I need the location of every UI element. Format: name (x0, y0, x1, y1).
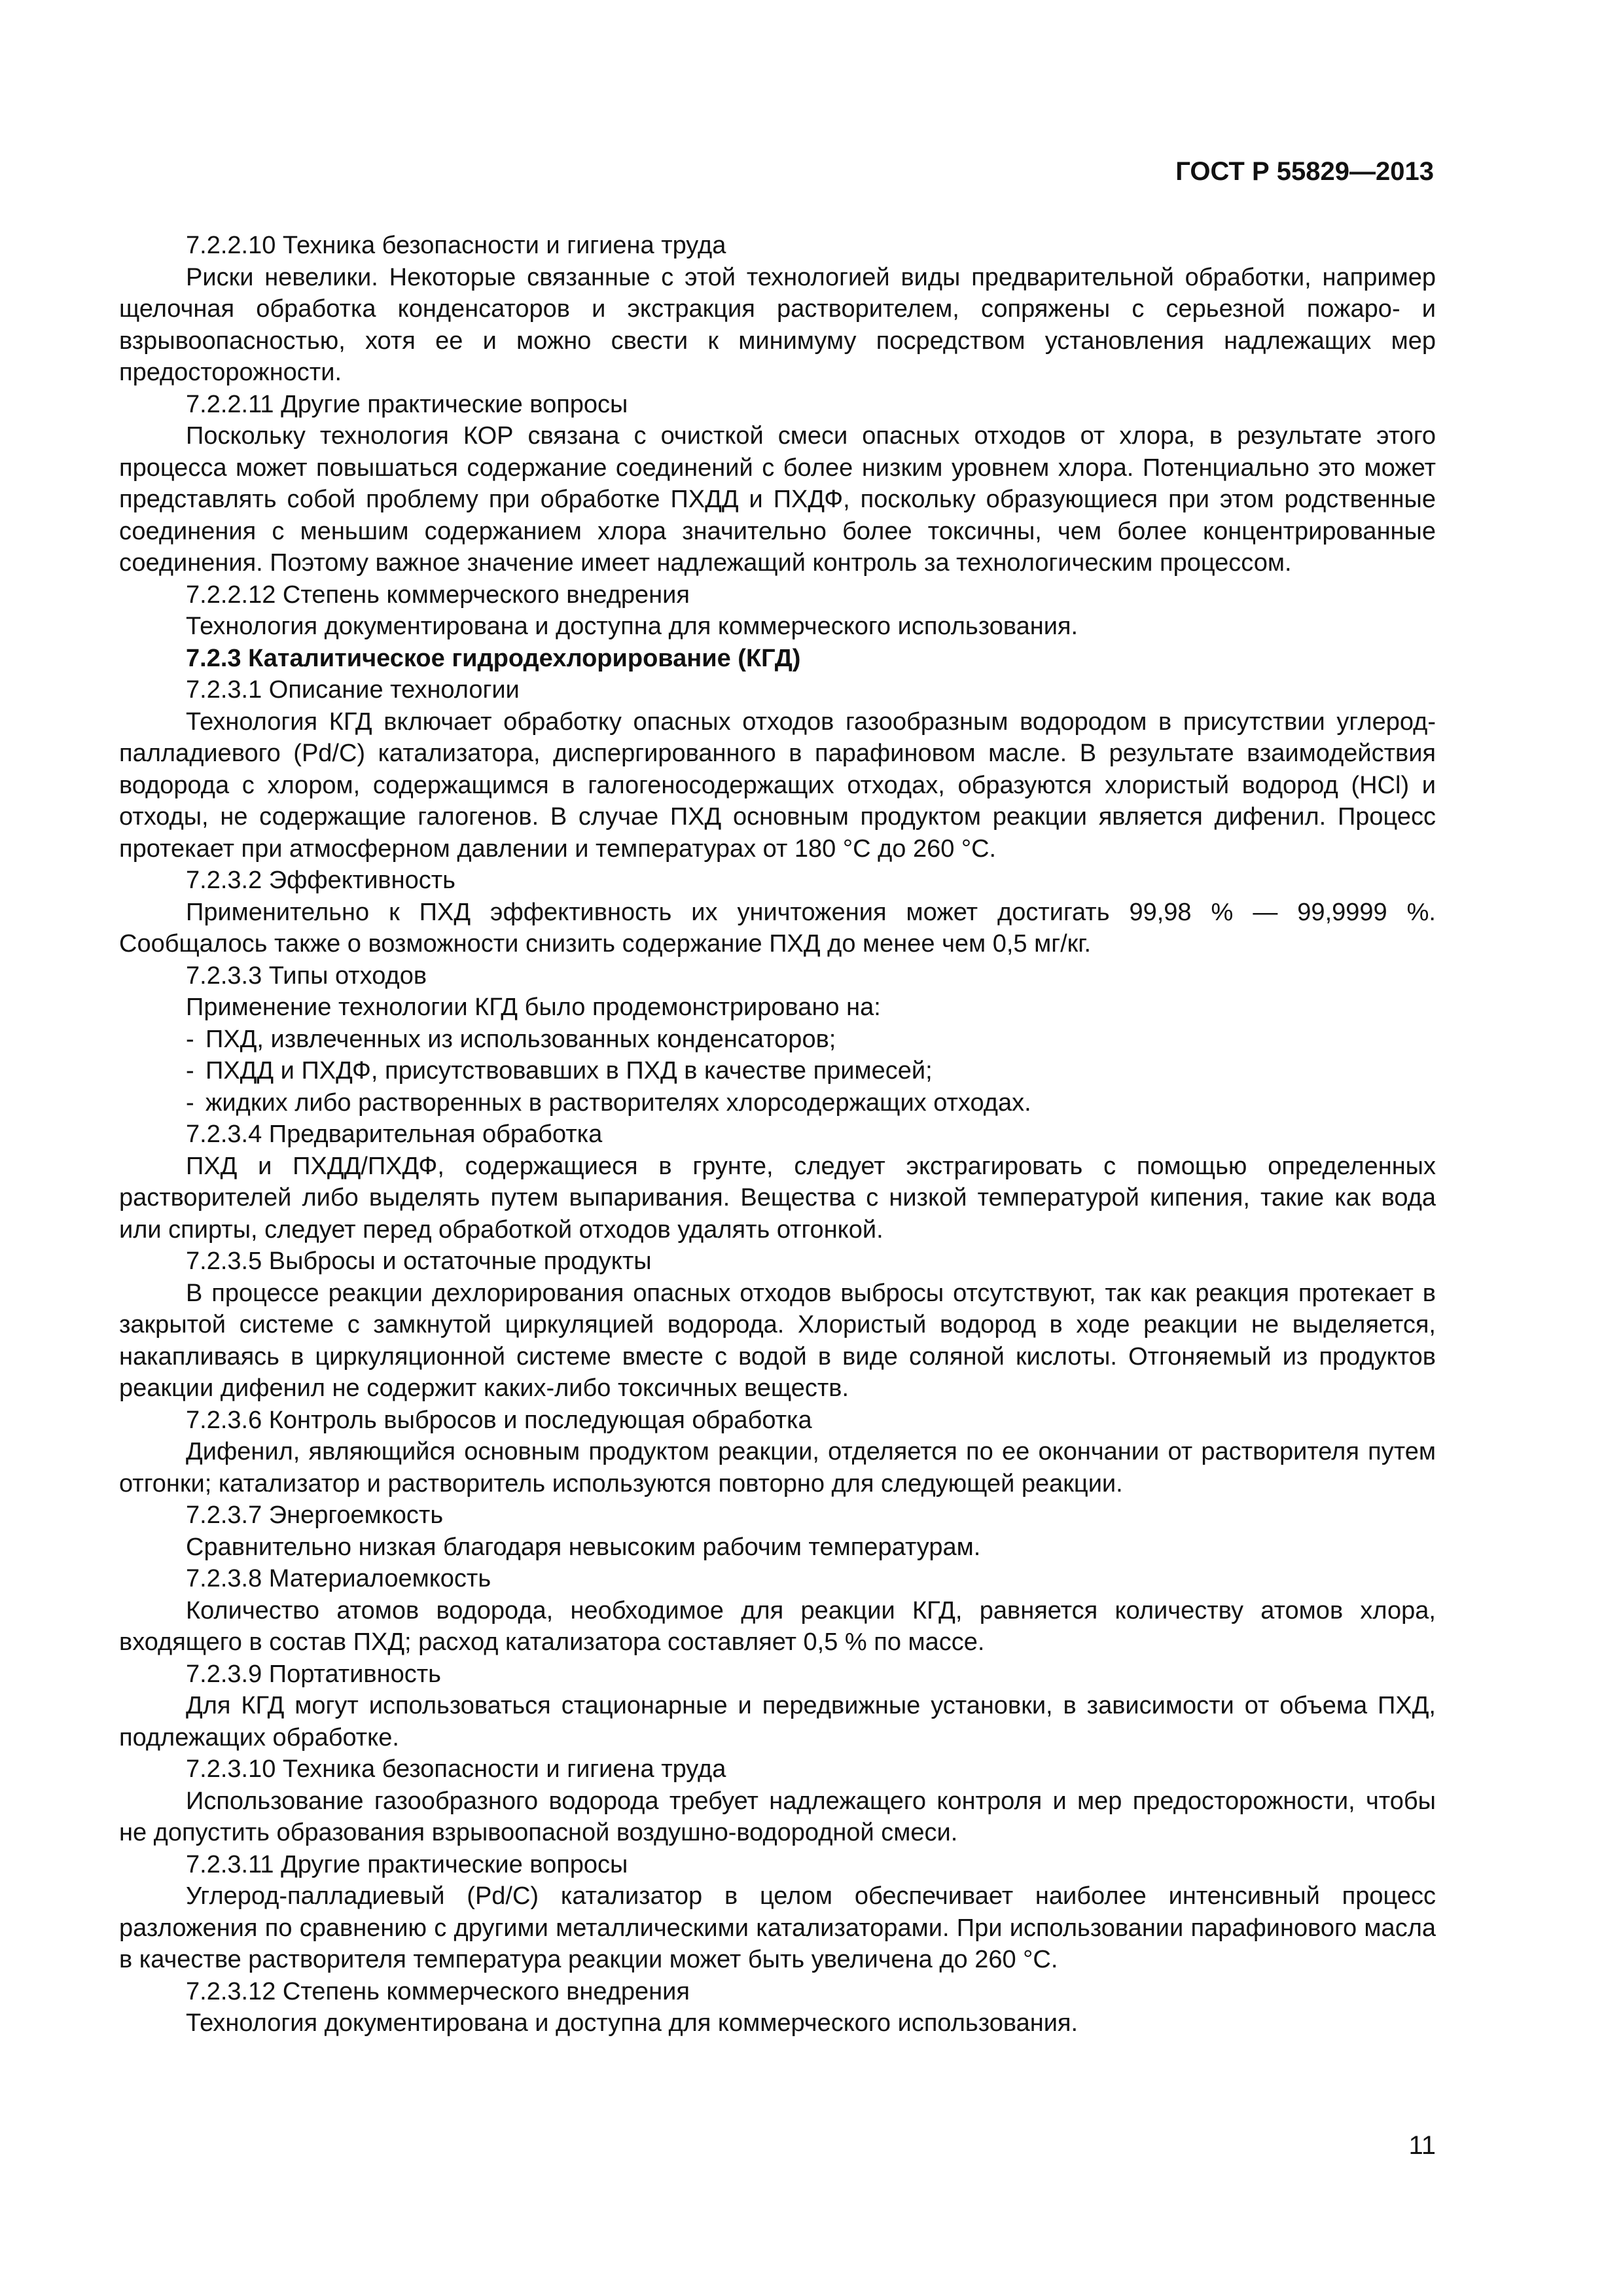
paragraph: Технология документирована и доступна для коммерческого использования. (186, 2009, 1079, 2037)
document-header: ГОСТ Р 55829—2013 (1175, 157, 1434, 186)
section-heading: 7.2.3.10 Техника безопасности и гигиена труда (186, 1755, 726, 1783)
paragraph: Количество атомов водорода, необходимое для реакции КГД, равняется количеству атомов хлора, входящего в состав ПХД; расход катализатора составляет 0,5 % по массе. (119, 1596, 1436, 1656)
list-item (119, 1024, 1436, 1056)
paragraph: Использование газообразного водорода требует надлежащего контроля и мер предосторожности, чтобы не допустить образования взрывоопасной воздушно-водородной смеси. (119, 1787, 1436, 1846)
list-marker: - (186, 1057, 194, 1085)
list-item-text: ПХД, извлеченных из использованных конденсаторов; (205, 1025, 836, 1053)
section-heading: 7.2.3.7 Энергоемкость (186, 1501, 444, 1529)
paragraph: Технология КГД включает обработку опасных отходов газообразным водородом в присутствии углерод-палладиевого (Pd/C) катализатора, диспергированного в парафиновом масле. В результате взаимодействия водорода с хлором, содержащимся в галогеносодержащих отходах, образуются хлористый водород (HCl) и отходы, не содержащие галогенов. В случае ПХД основным продуктом реакции является дифенил. Процесс протекает при атмосферном давлении и температурах от 180 °С до 260 °С. (119, 708, 1436, 863)
section-heading: 7.2.3.1 Описание технологии (186, 676, 520, 704)
paragraph: ПХД и ПХДД/ПХДФ, содержащиеся в грунте, следует экстрагировать с помощью определенных растворителей либо выделять путем выпаривания. Вещества с низкой температурой кипения, такие как вода или спирты, следует перед обработкой отходов удалять отгонкой. (119, 1152, 1436, 1244)
paragraph: Применение технологии КГД было продемонстрировано на: (186, 994, 881, 1021)
list-marker: - (186, 1088, 194, 1117)
section-heading: 7.2.2.12 Степень коммерческого внедрения (186, 581, 690, 609)
paragraph: Технология документирована и доступна для коммерческого использования. (186, 613, 1079, 640)
section-heading: 7.2.3.12 Степень коммерческого внедрения (186, 1977, 690, 2005)
subsection-title: 7.2.3 Каталитическое гидродехлорирование (КГД) (186, 644, 801, 672)
section-heading: 7.2.3.8 Материалоемкость (186, 1565, 491, 1592)
paragraph: Поскольку технология КОР связана с очисткой смеси опасных отходов от хлора, в результате этого процесса может повышаться содержание соединений с более низким уровнем хлора. Потенциально это может представлять собой проблему при обработке ПХДД и ПХДФ, поскольку образующиеся при этом родственные соединения с меньшим содержанием хлора значительно более токсичны, чем более концентрированные соединения. Поэтому важное значение имеет надлежащий контроль за технологическим процессом. (119, 422, 1436, 577)
paragraph: Для КГД могут использоваться стационарные и передвижные установки, в зависимости от объема ПХД, подлежащих обработке. (119, 1692, 1436, 1751)
document-body (119, 230, 1436, 2039)
paragraph: Применительно к ПХД эффективность их уничтожения может достигать 99,98 % — 99,9999 %. Сообщалось также о возможности снизить содержание ПХД до менее чем 0,5 мг/кг. (119, 898, 1436, 958)
section-heading: 7.2.2.10 Техника безопасности и гигиена труда (186, 232, 726, 259)
section-heading: 7.2.3.4 Предварительная обработка (186, 1121, 603, 1148)
page-number: 11 (1408, 2131, 1436, 2160)
list-item (119, 1055, 1436, 1087)
section-heading: 7.2.3.11 Другие практические вопросы (186, 1850, 628, 1878)
paragraph: Сравнительно низкая благодаря невысоким рабочим температурам. (186, 1533, 981, 1561)
section-heading: 7.2.3.2 Эффективность (186, 867, 455, 894)
paragraph: Углерод-палладиевый (Pd/C) катализатор в целом обеспечивает наиболее интенсивный процесс разложения по сравнению с другими металлическими катализаторами. При использовании парафинового масла в качестве растворителя температура реакции может быть увеличена до 260 °С. (119, 1882, 1436, 1973)
section-heading: 7.2.3.9 Портативность (186, 1660, 441, 1688)
list-item-text: жидких либо растворенных в растворителях хлорсодержащих отходах. (205, 1088, 1031, 1117)
paragraph: Риски невелики. Некоторые связанные с этой технологией виды предварительной обработки, например щелочная обработка конденсаторов и экстракция растворителем, сопряжены с серьезной пожаро- и взрывоопасностью, хотя ее и можно свести к минимуму посредством установления надлежащих мер предосторожности. (119, 263, 1436, 386)
section-heading: 7.2.3.5 Выбросы и остаточные продукты (186, 1247, 652, 1275)
list-marker: - (186, 1025, 194, 1053)
list-item (119, 1087, 1436, 1119)
paragraph: В процессе реакции дехлорирования опасных отходов выбросы отсутствуют, так как реакция протекает в закрытой системе с замкнутой циркуляцией водорода. Хлористый водород в ходе реакции не выделяется, накапливаясь в циркуляционной системе вместе с водой в виде соляной кислоты. Отгоняемый из продуктов реакции дифенил не содержит каких-либо токсичных веществ. (119, 1279, 1436, 1402)
paragraph: Дифенил, являющийся основным продуктом реакции, отделяется по ее окончании от растворителя путем отгонки; катализатор и растворитель используются повторно для следующей реакции. (119, 1438, 1436, 1498)
section-heading: 7.2.3.3 Типы отходов (186, 961, 427, 990)
section-heading: 7.2.2.11 Другие практические вопросы (186, 390, 628, 418)
section-heading: 7.2.3.6 Контроль выбросов и последующая обработка (186, 1406, 812, 1434)
list-item-text: ПХДД и ПХДФ, присутствовавших в ПХД в качестве примесей; (205, 1057, 933, 1085)
